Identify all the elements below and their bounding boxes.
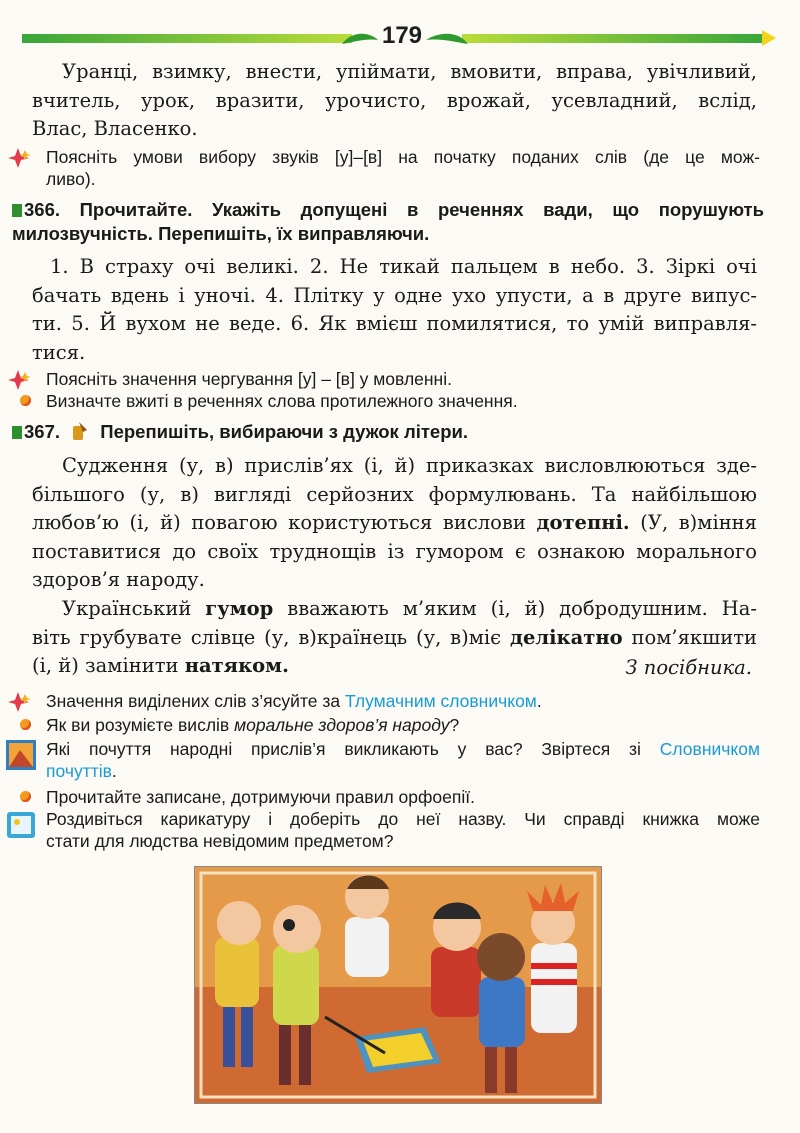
- header-arrow-icon: [762, 30, 776, 46]
- sparkle-pencil-icon: [8, 368, 34, 392]
- child-figure: [431, 903, 481, 1018]
- task-marker-icon: [12, 204, 22, 217]
- text-line: тися.: [32, 340, 86, 364]
- highlighted-word: дотепні.: [536, 511, 630, 535]
- bullet-dot-icon: [20, 719, 31, 730]
- task-367-header: [12, 420, 764, 444]
- cartoon-illustration: [194, 866, 602, 1104]
- question-text: ?: [449, 715, 460, 735]
- text-segment: пом’якшити: [622, 625, 758, 649]
- picture-frame-icon: [6, 808, 38, 842]
- page-header: [22, 22, 772, 50]
- task-title: милозвучність. Перепишіть, їх виправляючи.: [12, 223, 430, 244]
- question-text: Поясніть значення чергування [у] – [в] у мовленні.: [46, 369, 452, 389]
- text-segment: (і, й) замінити: [32, 654, 185, 678]
- question-text: Значення виділених слів з’ясуйте за: [46, 691, 345, 711]
- task-number: 367.: [24, 421, 61, 442]
- text-line: Влас, Власенко.: [32, 117, 198, 141]
- page-number: 179: [381, 22, 423, 49]
- task-marker-icon: [12, 426, 22, 439]
- dictionary-link[interactable]: Тлумачним словничком: [344, 691, 537, 711]
- sparkle-pencil-icon: [8, 690, 34, 714]
- text-line: здоров’я народу.: [32, 568, 205, 592]
- highlighted-word: делікатно: [509, 625, 623, 649]
- bullet-dot-icon: [20, 791, 31, 802]
- text-segment: вважають м’яким (і, й) добродушним. На-: [273, 596, 757, 620]
- text-line: Судження (у, в) прислів’ях (і, й) приказках висловлюються зде-: [62, 454, 757, 477]
- task-367-text: [32, 452, 757, 681]
- question-text: ливо).: [46, 169, 96, 189]
- italic-phrase: моральне здоров’я народу: [234, 715, 450, 735]
- text-line: вчитель, урок, вразити, урочисто, врожай, усевладний, вслід,: [32, 88, 757, 112]
- feelings-picture-icon: [6, 738, 38, 774]
- bullet-dot-icon: [20, 395, 31, 406]
- question-text: .: [111, 761, 117, 781]
- task-title: Прочитайте. Укажіть допущені в реченнях вади, що порушують: [79, 199, 764, 220]
- task-366-header: [12, 198, 764, 246]
- question-text: .: [536, 691, 542, 711]
- text-segment: (У, в)міння: [629, 511, 757, 535]
- header-bar-right: [462, 34, 762, 43]
- text-line: більшого (у, в) вигляді серйозних формулювань. Та найбільшою: [32, 482, 757, 506]
- text-line: Уранці, взимку, внести, упіймати, вмовити, вправа, увічливий,: [62, 60, 757, 83]
- text-segment: віть грубувате слівце (у, в)країнець (у, в)міє: [32, 625, 510, 649]
- task-number: 366.: [24, 199, 61, 220]
- intro-word-list: [32, 58, 757, 144]
- text-segment: любов’ю (і, й) повагою користуються вислови: [32, 511, 537, 535]
- text-line: [32, 595, 757, 624]
- question-text: Прочитайте записане, дотримуючи правил орфоепії.: [46, 787, 475, 807]
- source-caption: З посібника.: [625, 656, 752, 679]
- task-366-text: [32, 253, 757, 367]
- child-figure: [345, 875, 389, 977]
- question-text: Як ви розумієте вислів: [46, 715, 235, 735]
- question-text: Визначте вжиті в реченнях слова протилежного значення.: [46, 391, 518, 411]
- highlighted-word: гумор: [205, 596, 274, 620]
- header-bar-left: [22, 34, 352, 43]
- task-title: Перепишіть, вибираючи з дужок літери.: [100, 421, 469, 442]
- highlighted-word: натяком.: [184, 654, 289, 678]
- text-line: 1. В страху очі великі. 2. Не тикай пальцем в небо. 3. Зіркі очі: [50, 255, 757, 278]
- text-line: [32, 624, 757, 653]
- writing-pen-icon: [69, 420, 91, 442]
- child-figure: [527, 883, 579, 1033]
- question-text: Які почуття народні прислів’я викликають у вас? Звіртеся зі: [46, 739, 660, 759]
- dictionary-link[interactable]: Словничком: [659, 739, 760, 759]
- text-segment: Український: [62, 596, 206, 620]
- text-line: бачать вдень і уночі. 4. Плітку у одне ухо упусти, а в друге випус-: [32, 283, 757, 307]
- text-line: поставитися до своїх труднощів із гумором є ознакою морального: [32, 539, 757, 563]
- question-text: стати для людства невідомим предметом?: [46, 831, 394, 851]
- text-line: ти. 5. Й вухом не веде. 6. Як вмієш помилятися, то умій виправля-: [32, 312, 757, 336]
- question-text: Поясніть умови вибору звуків [у]–[в] на початку поданих слів (де це мож-: [46, 147, 760, 167]
- question-text: Роздивіться карикатуру і доберіть до неї назву. Чи справді книжка може: [46, 809, 760, 829]
- text-line: [32, 509, 757, 538]
- sparkle-pencil-icon: [8, 146, 34, 170]
- dictionary-link[interactable]: почуттів: [46, 761, 112, 781]
